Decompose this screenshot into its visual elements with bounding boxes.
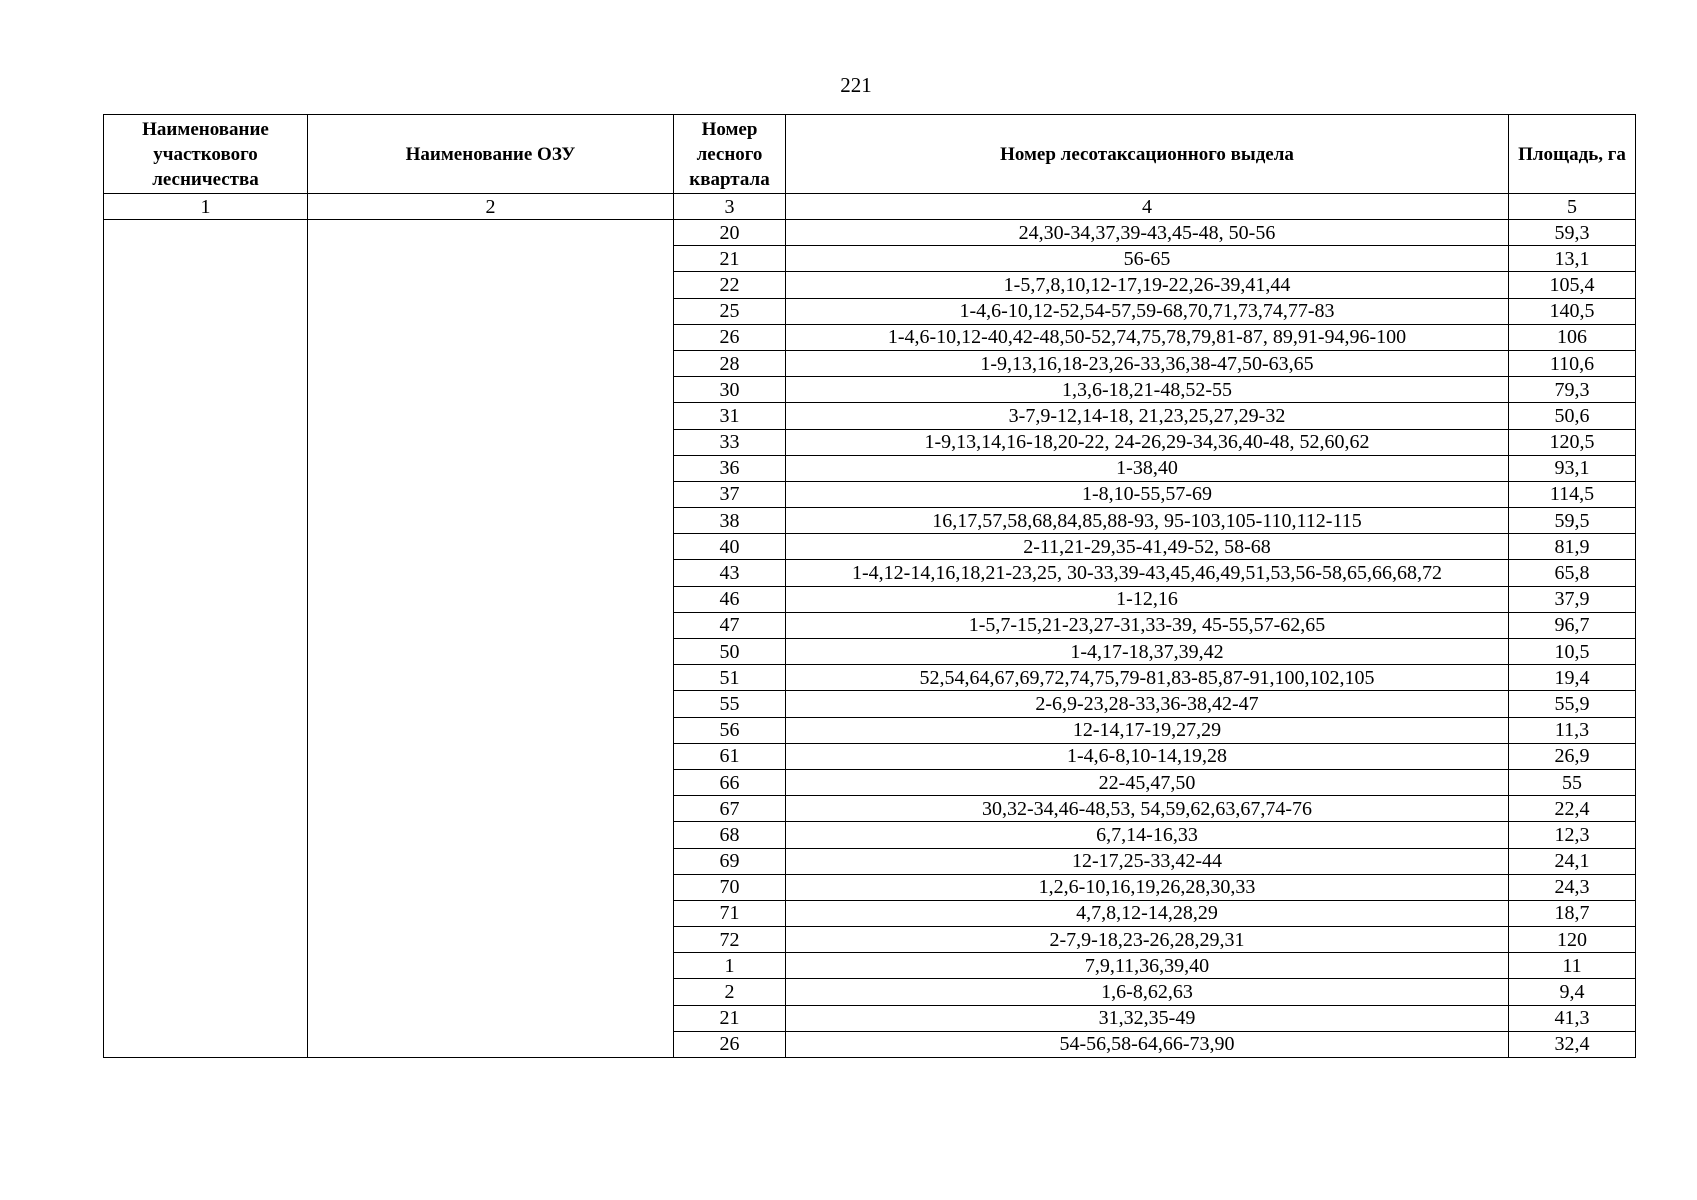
header-quarter-number: Номер лесного квартала <box>674 115 786 194</box>
page-number: 221 <box>840 73 872 97</box>
cell-area: 24,1 <box>1509 848 1636 874</box>
cell-section-numbers: 1,6-8,62,63 <box>786 979 1509 1005</box>
cell-section-numbers: 1-8,10-55,57-69 <box>786 481 1509 507</box>
cell-area: 93,1 <box>1509 455 1636 481</box>
table-body <box>104 220 1636 1058</box>
cell-quarter-number: 26 <box>674 1031 786 1057</box>
column-number: 5 <box>1509 194 1636 220</box>
cell-quarter-number: 37 <box>674 481 786 507</box>
cell-quarter-number: 72 <box>674 927 786 953</box>
cell-area: 50,6 <box>1509 403 1636 429</box>
column-number: 3 <box>674 194 786 220</box>
cell-quarter-number: 28 <box>674 350 786 376</box>
cell-area: 105,4 <box>1509 272 1636 298</box>
cell-section-numbers: 1-9,13,16,18-23,26-33,36,38-47,50-63,65 <box>786 350 1509 376</box>
cell-area: 32,4 <box>1509 1031 1636 1057</box>
cell-section-numbers: 52,54,64,67,69,72,74,75,79-81,83-85,87-91,100,102,105 <box>786 665 1509 691</box>
cell-section-numbers: 1-4,12-14,16,18,21-23,25, 30-33,39-43,45,46,49,51,53,56-58,65,66,68,72 <box>786 560 1509 586</box>
cell-section-numbers: 12-17,25-33,42-44 <box>786 848 1509 874</box>
cell-section-numbers: 31,32,35-49 <box>786 1005 1509 1031</box>
cell-area: 120 <box>1509 927 1636 953</box>
cell-quarter-number: 2 <box>674 979 786 1005</box>
cell-quarter-number: 1 <box>674 953 786 979</box>
cell-quarter-number: 67 <box>674 796 786 822</box>
cell-area: 11,3 <box>1509 717 1636 743</box>
cell-section-numbers: 1-4,17-18,37,39,42 <box>786 639 1509 665</box>
cell-area: 59,5 <box>1509 508 1636 534</box>
table-row <box>104 220 1636 246</box>
cell-quarter-number: 25 <box>674 298 786 324</box>
cell-quarter-number: 30 <box>674 377 786 403</box>
header-area: Площадь, га <box>1509 115 1636 194</box>
cell-area: 11 <box>1509 953 1636 979</box>
cell-area: 9,4 <box>1509 979 1636 1005</box>
cell-quarter-number: 71 <box>674 900 786 926</box>
cell-section-numbers: 1-4,6-10,12-52,54-57,59-68,70,71,73,74,77-83 <box>786 298 1509 324</box>
cell-quarter-number: 46 <box>674 586 786 612</box>
cell-quarter-number: 26 <box>674 324 786 350</box>
cell-quarter-number: 36 <box>674 455 786 481</box>
cell-section-numbers: 1-38,40 <box>786 455 1509 481</box>
cell-section-numbers: 22-45,47,50 <box>786 769 1509 795</box>
cell-quarter-number: 40 <box>674 534 786 560</box>
cell-area: 79,3 <box>1509 377 1636 403</box>
cell-area: 26,9 <box>1509 743 1636 769</box>
header-forestry-name: Наименование участкового лесничества <box>104 115 308 194</box>
cell-quarter-number: 47 <box>674 612 786 638</box>
cell-section-numbers: 1,2,6-10,16,19,26,28,30,33 <box>786 874 1509 900</box>
cell-quarter-number: 33 <box>674 429 786 455</box>
cell-quarter-number: 31 <box>674 403 786 429</box>
cell-section-numbers: 4,7,8,12-14,28,29 <box>786 900 1509 926</box>
header-ozu-name: Наименование ОЗУ <box>308 115 674 194</box>
cell-area: 106 <box>1509 324 1636 350</box>
cell-section-numbers: 1-4,6-10,12-40,42-48,50-52,74,75,78,79,81-87, 89,91-94,96-100 <box>786 324 1509 350</box>
cell-quarter-number: 20 <box>674 220 786 246</box>
cell-area: 10,5 <box>1509 639 1636 665</box>
cell-section-numbers: 16,17,57,58,68,84,85,88-93, 95-103,105-110,112-115 <box>786 508 1509 534</box>
cell-quarter-number: 68 <box>674 822 786 848</box>
cell-area: 18,7 <box>1509 900 1636 926</box>
cell-area: 120,5 <box>1509 429 1636 455</box>
cell-section-numbers: 1-9,13,14,16-18,20-22, 24-26,29-34,36,40-48, 52,60,62 <box>786 429 1509 455</box>
cell-quarter-number: 51 <box>674 665 786 691</box>
cell-section-numbers: 6,7,14-16,33 <box>786 822 1509 848</box>
forest-sections-table <box>103 114 1636 1058</box>
header-row <box>104 115 1636 194</box>
cell-quarter-number: 50 <box>674 639 786 665</box>
cell-section-numbers: 2-11,21-29,35-41,49-52, 58-68 <box>786 534 1509 560</box>
column-number: 1 <box>104 194 308 220</box>
cell-area: 96,7 <box>1509 612 1636 638</box>
cell-area: 65,8 <box>1509 560 1636 586</box>
cell-area: 55 <box>1509 769 1636 795</box>
cell-section-numbers: 1-5,7-15,21-23,27-31,33-39, 45-55,57-62,65 <box>786 612 1509 638</box>
cell-area: 81,9 <box>1509 534 1636 560</box>
cell-section-numbers: 3-7,9-12,14-18, 21,23,25,27,29-32 <box>786 403 1509 429</box>
cell-area: 110,6 <box>1509 350 1636 376</box>
cell-quarter-number: 66 <box>674 769 786 795</box>
cell-area: 114,5 <box>1509 481 1636 507</box>
cell-area: 55,9 <box>1509 691 1636 717</box>
cell-section-numbers: 56-65 <box>786 246 1509 272</box>
cell-ozu-name <box>308 220 674 1058</box>
cell-quarter-number: 21 <box>674 246 786 272</box>
cell-area: 24,3 <box>1509 874 1636 900</box>
cell-quarter-number: 61 <box>674 743 786 769</box>
cell-area: 22,4 <box>1509 796 1636 822</box>
column-number: 2 <box>308 194 674 220</box>
cell-quarter-number: 55 <box>674 691 786 717</box>
cell-area: 19,4 <box>1509 665 1636 691</box>
cell-section-numbers: 1-5,7,8,10,12-17,19-22,26-39,41,44 <box>786 272 1509 298</box>
cell-quarter-number: 43 <box>674 560 786 586</box>
cell-section-numbers: 7,9,11,36,39,40 <box>786 953 1509 979</box>
cell-section-numbers: 1-12,16 <box>786 586 1509 612</box>
cell-forestry-name <box>104 220 308 1058</box>
cell-quarter-number: 70 <box>674 874 786 900</box>
cell-section-numbers: 1,3,6-18,21-48,52-55 <box>786 377 1509 403</box>
cell-section-numbers: 2-6,9-23,28-33,36-38,42-47 <box>786 691 1509 717</box>
column-number-row <box>104 194 1636 220</box>
cell-quarter-number: 22 <box>674 272 786 298</box>
column-number: 4 <box>786 194 1509 220</box>
header-section-number: Номер лесотаксационного выдела <box>786 115 1509 194</box>
cell-quarter-number: 21 <box>674 1005 786 1031</box>
cell-area: 41,3 <box>1509 1005 1636 1031</box>
cell-quarter-number: 69 <box>674 848 786 874</box>
cell-area: 12,3 <box>1509 822 1636 848</box>
cell-area: 140,5 <box>1509 298 1636 324</box>
cell-section-numbers: 30,32-34,46-48,53, 54,59,62,63,67,74-76 <box>786 796 1509 822</box>
cell-area: 37,9 <box>1509 586 1636 612</box>
cell-section-numbers: 2-7,9-18,23-26,28,29,31 <box>786 927 1509 953</box>
cell-area: 13,1 <box>1509 246 1636 272</box>
cell-quarter-number: 56 <box>674 717 786 743</box>
cell-quarter-number: 38 <box>674 508 786 534</box>
cell-area: 59,3 <box>1509 220 1636 246</box>
cell-section-numbers: 1-4,6-8,10-14,19,28 <box>786 743 1509 769</box>
cell-section-numbers: 12-14,17-19,27,29 <box>786 717 1509 743</box>
cell-section-numbers: 24,30-34,37,39-43,45-48, 50-56 <box>786 220 1509 246</box>
cell-section-numbers: 54-56,58-64,66-73,90 <box>786 1031 1509 1057</box>
